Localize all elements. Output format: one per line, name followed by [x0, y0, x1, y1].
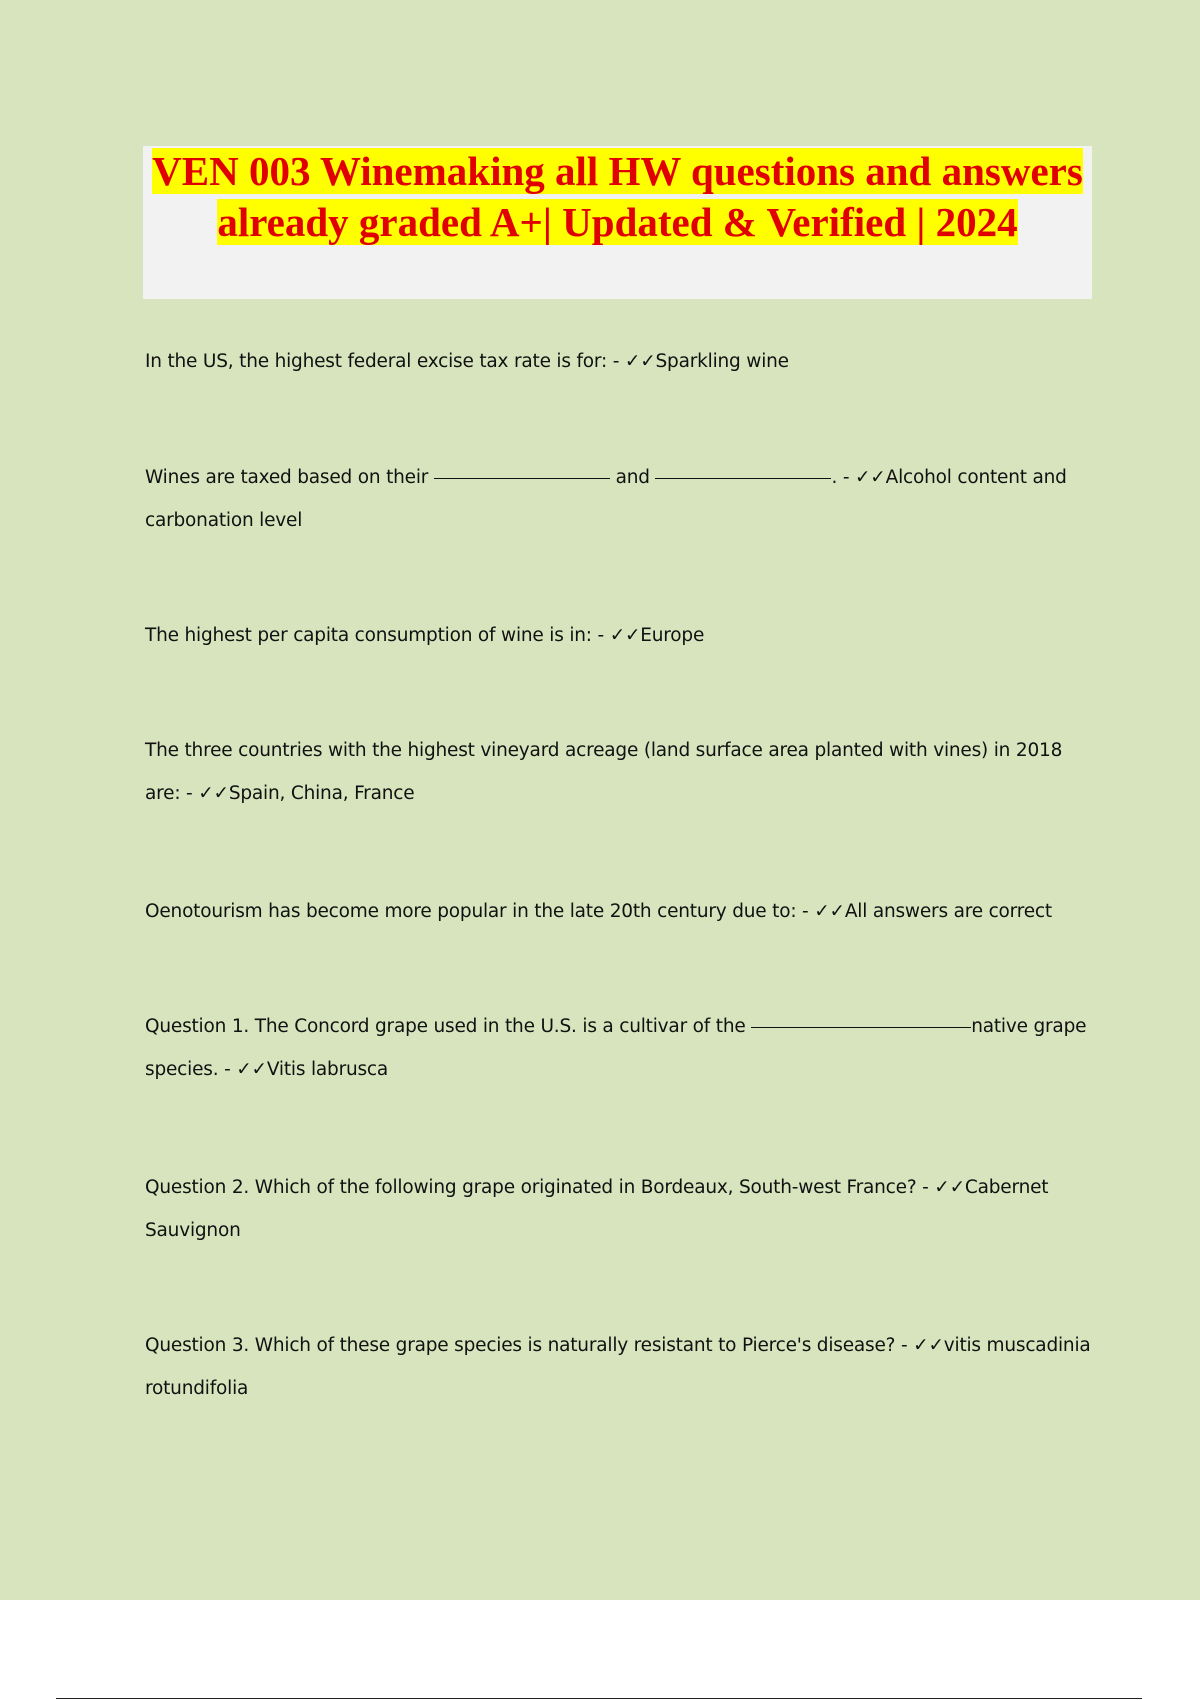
question-text: Question 2. Which of the following grape originated in Bordeaux, South-west France?: [145, 1177, 917, 1198]
question-text: Question 3. Which of these grape species is naturally resistant to Pierce's disease?: [145, 1335, 896, 1356]
answer-text: All answers are correct: [844, 901, 1052, 922]
answer-separator: -: [607, 351, 625, 372]
qa-item: [145, 340, 1095, 383]
answer-text: Europe: [640, 625, 705, 646]
double-check-icon: ✓✓: [934, 1177, 965, 1198]
question-text: and: [615, 467, 650, 488]
question-text: Oenotourism has become more popular in the late 20th century due to:: [145, 901, 797, 922]
answer-separator: -: [837, 467, 855, 488]
qa-item: [145, 614, 1095, 657]
qa-item: [145, 890, 1095, 933]
question-end: .: [831, 467, 838, 488]
double-check-icon: ✓✓: [855, 467, 886, 488]
answer-text: Vitis labrusca: [266, 1059, 389, 1080]
double-check-icon: ✓✓: [198, 783, 229, 804]
answer-separator: -: [796, 901, 815, 922]
fill-in-blank: [434, 478, 610, 479]
fill-in-blank: [655, 478, 831, 479]
document-title-text: VEN 003 Winemaking all HW questions and answers already graded A+| Updated & Verified | 2024: [152, 148, 1083, 245]
fill-in-blank: [751, 1027, 971, 1028]
question-text: The three countries with the highest vineyard acreage (land surface area planted with vines) in 2018 are:: [145, 740, 1063, 804]
double-check-icon: ✓✓: [913, 1335, 944, 1356]
double-check-icon: ✓✓: [624, 351, 656, 372]
document-title: [143, 146, 1092, 299]
answer-separator: -: [180, 783, 199, 804]
answer-separator: -: [218, 1059, 237, 1080]
double-check-icon: ✓✓: [814, 901, 845, 922]
qa-item: [145, 1166, 1095, 1252]
question-text: In the US, the highest federal excise tax rate is for:: [145, 351, 608, 372]
footer-divider: [56, 1698, 1142, 1699]
answer-text: Alcohol content and carbonation level: [145, 467, 1067, 531]
qa-item: [145, 729, 1095, 815]
question-text: native grape species.: [145, 1016, 1087, 1080]
answer-separator: -: [591, 625, 610, 646]
answer-text: vitis muscadinia rotundifolia: [145, 1335, 1091, 1399]
qa-item: [145, 1324, 1095, 1410]
double-check-icon: ✓✓: [236, 1059, 267, 1080]
answer-separator: -: [916, 1177, 935, 1198]
qa-item: [145, 1005, 1095, 1091]
answer-text: Cabernet Sauvignon: [145, 1177, 1049, 1241]
double-check-icon: ✓✓: [609, 625, 641, 646]
qa-item: [145, 456, 1095, 542]
answer-text: Spain, China, France: [228, 783, 415, 804]
question-text: Wines are taxed based on their: [145, 467, 429, 488]
question-text: Question 1. The Concord grape used in the U.S. is a cultivar of the: [145, 1016, 746, 1037]
answer-separator: -: [895, 1335, 914, 1356]
answer-text: Sparkling wine: [655, 351, 789, 372]
question-text: The highest per capita consumption of wine is in:: [145, 625, 592, 646]
